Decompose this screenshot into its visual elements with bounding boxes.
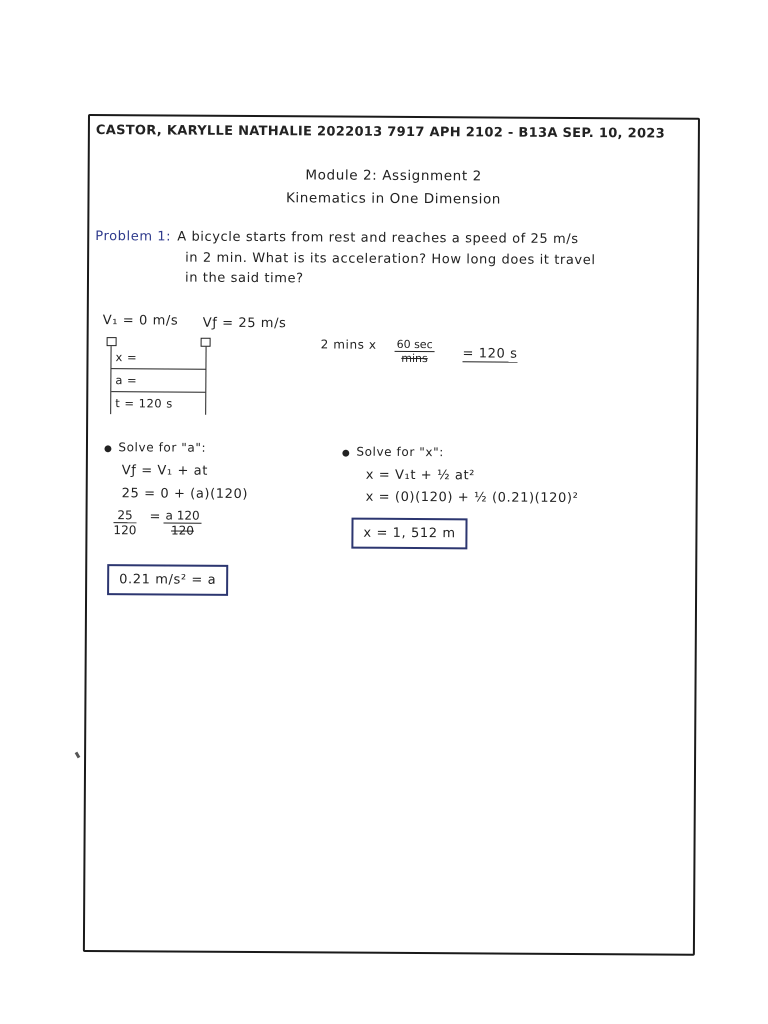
- solve-x-line-1: x = V₁t + ½ at²: [365, 467, 476, 484]
- conversion-lhs: 2 mins x: [320, 337, 377, 352]
- student-header: CASTOR, KARYLLE NATHALIE 2022013 7917 APH 2102 - B13A SEP. 10, 2023: [95, 123, 666, 142]
- conversion-result: = 120 s: [462, 346, 518, 362]
- solve-a-frac-left: [113, 508, 136, 537]
- module-title: Module 2: Assignment 2: [305, 167, 482, 185]
- conversion-numerator: 60 sec: [395, 338, 435, 352]
- initial-velocity: V₁ = 0 m/s: [102, 313, 179, 329]
- solve-a-line-2: 25 = 0 + (a)(120): [121, 486, 249, 502]
- solve-x-heading: ● Solve for "x":: [341, 444, 444, 460]
- solve-a-frac-right-den: 120: [170, 523, 194, 538]
- module-subtitle: Kinematics in One Dimension: [285, 190, 502, 208]
- solve-a-frac-left-num: 25: [114, 508, 137, 523]
- givens-row-x: x =: [111, 346, 205, 370]
- problem-text-line-3: in the said time?: [184, 270, 304, 287]
- acceleration-answer-box: 0.21 m/s² = a: [107, 564, 228, 596]
- solve-a-equals: =: [149, 509, 162, 525]
- givens-row-a: a =: [111, 369, 205, 393]
- problem-label: Problem 1:: [95, 229, 172, 245]
- solve-x-line-2: x = (0)(120) + ½ (0.21)(120)²: [365, 489, 579, 507]
- givens-table: [110, 346, 206, 415]
- final-velocity: Vƒ = 25 m/s: [202, 315, 287, 332]
- assignment-sheet: [83, 114, 700, 956]
- stray-mark: [75, 752, 81, 759]
- problem-text-line-1: A bicycle starts from rest and reaches a speed of 25 m/s: [177, 229, 579, 247]
- distance-answer-box: x = 1, 512 m: [351, 518, 467, 550]
- solve-a-frac-right-num: a 120: [164, 508, 202, 523]
- conversion-fraction: [394, 338, 434, 365]
- solve-a-line-1: Vƒ = V₁ + at: [121, 463, 209, 479]
- table-peg-right: [201, 338, 211, 347]
- problem-text-line-2: in 2 min. What is its acceleration? How long does it travel: [185, 250, 596, 269]
- conversion-denominator: mins: [401, 351, 428, 366]
- solve-a-heading: ● Solve for "a":: [103, 440, 207, 455]
- solve-a-frac-left-den: 120: [113, 523, 137, 538]
- givens-row-t: t = 120 s: [115, 396, 173, 411]
- solve-a-heading-text: Solve for "a":: [118, 440, 207, 455]
- solve-x-heading-text: Solve for "x":: [356, 444, 444, 460]
- table-peg-left: [107, 337, 117, 346]
- solve-a-frac-right: [163, 508, 201, 537]
